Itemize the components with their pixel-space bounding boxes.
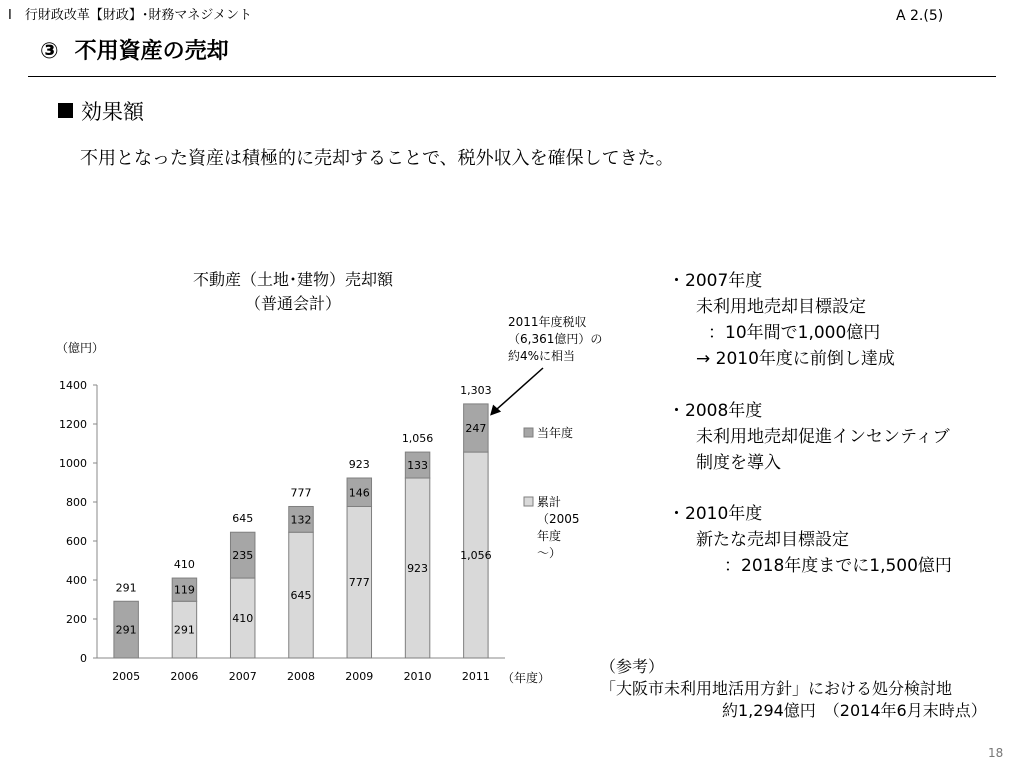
slide-reference: A 2.(5) xyxy=(896,8,944,24)
page-number: 18 xyxy=(988,746,1004,760)
bar-total-label: 410 xyxy=(173,558,195,572)
bar-current-year-label: 146 xyxy=(348,486,370,500)
bar-total-label: 645 xyxy=(232,512,254,526)
x-tick-label: 2009 xyxy=(345,670,374,683)
bar-total-label: 1,303 xyxy=(460,383,492,397)
callout-text-line: 2011年度税収 xyxy=(508,315,587,329)
reference-block xyxy=(600,656,987,722)
bar-cumulative-label: 291 xyxy=(173,623,195,637)
note-2007 xyxy=(668,268,895,372)
bar-current-year-label: 291 xyxy=(115,623,137,637)
legend-swatch-cumulative xyxy=(524,497,533,506)
bar-current-year-label: 119 xyxy=(173,583,195,597)
bar-current-year-label: 247 xyxy=(465,421,487,435)
note-2007-line: 未利用地売却目標設定 xyxy=(696,297,866,317)
y-axis-label: （億円） xyxy=(56,341,105,355)
section-heading-text: 効果額 xyxy=(81,100,144,124)
legend-label-cumulative-line: （2005 xyxy=(537,512,580,526)
bar-current-year-label: 132 xyxy=(290,513,312,527)
y-tick-label: 400 xyxy=(66,574,87,587)
callout-text-line: 約4%に相当 xyxy=(508,349,576,363)
reference-label: （参考） xyxy=(600,657,665,676)
breadcrumb: Ⅰ 行財政改革【財政】･財務マネジメント xyxy=(8,8,252,23)
legend-label-cumulative-line: 年度 xyxy=(537,529,562,543)
x-axis-label: （年度） xyxy=(502,671,551,685)
callout-arrow-line xyxy=(494,368,543,412)
lead-text: 不用となった資産は積極的に売却することで、税外収入を確保してきた。 xyxy=(80,148,674,169)
note-2008-year: ・2008年度 xyxy=(668,401,763,421)
bar-cumulative-label: 645 xyxy=(290,589,312,603)
x-tick-label: 2008 xyxy=(287,670,315,683)
bar-cumulative-label: 923 xyxy=(407,562,429,576)
bar-cumulative-label: 1,056 xyxy=(460,549,492,563)
reference-line: 約1,294億円 （2014年6月末時点） xyxy=(722,701,987,720)
title-text: 不用資産の売却 xyxy=(74,39,229,64)
bar-total-label: 1,056 xyxy=(401,432,434,446)
legend-label-current-year: 当年度 xyxy=(537,426,574,440)
note-2010-line: ：2018年度までに1,500億円 xyxy=(724,556,952,576)
note-2010-line: 新たな売却目標設定 xyxy=(696,530,849,550)
note-2008 xyxy=(668,398,950,476)
bar-total-label: 291 xyxy=(115,581,137,595)
reference-line: 「大阪市未利用地活用方針」における処分検討地 xyxy=(600,679,953,698)
note-2010 xyxy=(668,501,952,579)
bar-cumulative-label: 777 xyxy=(348,576,370,590)
y-tick-label: 200 xyxy=(66,613,87,626)
y-tick-label: 1400 xyxy=(59,379,87,392)
y-tick-label: 800 xyxy=(66,496,87,509)
y-tick-label: 0 xyxy=(80,652,87,665)
y-tick-label: 1200 xyxy=(59,418,87,431)
x-tick-label: 2010 xyxy=(403,670,432,683)
note-2007-line: → 2010年度に前倒し達成 xyxy=(696,349,895,369)
bar-total-label: 923 xyxy=(348,458,370,472)
note-2008-line: 制度を導入 xyxy=(696,453,781,473)
bar-cumulative-label: 410 xyxy=(232,612,254,626)
chart-title: 不動産（土地･建物）売却額 xyxy=(192,270,394,289)
bar-current-year-label: 133 xyxy=(407,459,429,473)
callout-text-line: （6,361億円）の xyxy=(508,332,603,346)
note-2008-line: 未利用地売却促進インセンティブ xyxy=(696,427,950,447)
x-tick-label: 2006 xyxy=(170,670,199,683)
note-2007-year: ・2007年度 xyxy=(668,271,763,291)
title-number: ③ xyxy=(40,39,59,64)
legend-label-cumulative-line: 累計 xyxy=(537,495,562,509)
note-2010-year: ・2010年度 xyxy=(668,504,763,524)
legend-swatch-current-year xyxy=(524,428,533,437)
y-tick-label: 1000 xyxy=(59,457,87,470)
chart-subtitle: （普通会計） xyxy=(244,294,342,313)
y-tick-label: 600 xyxy=(66,535,87,548)
bar-total-label: 777 xyxy=(290,486,312,500)
x-tick-label: 2007 xyxy=(228,670,257,683)
x-tick-label: 2005 xyxy=(112,670,141,683)
bar-current-year-label: 235 xyxy=(232,549,254,563)
x-tick-label: 2011 xyxy=(461,670,490,683)
note-2007-line: ：10年間で1,000億円 xyxy=(708,323,881,343)
legend-label-cumulative-line: ～） xyxy=(537,546,562,560)
